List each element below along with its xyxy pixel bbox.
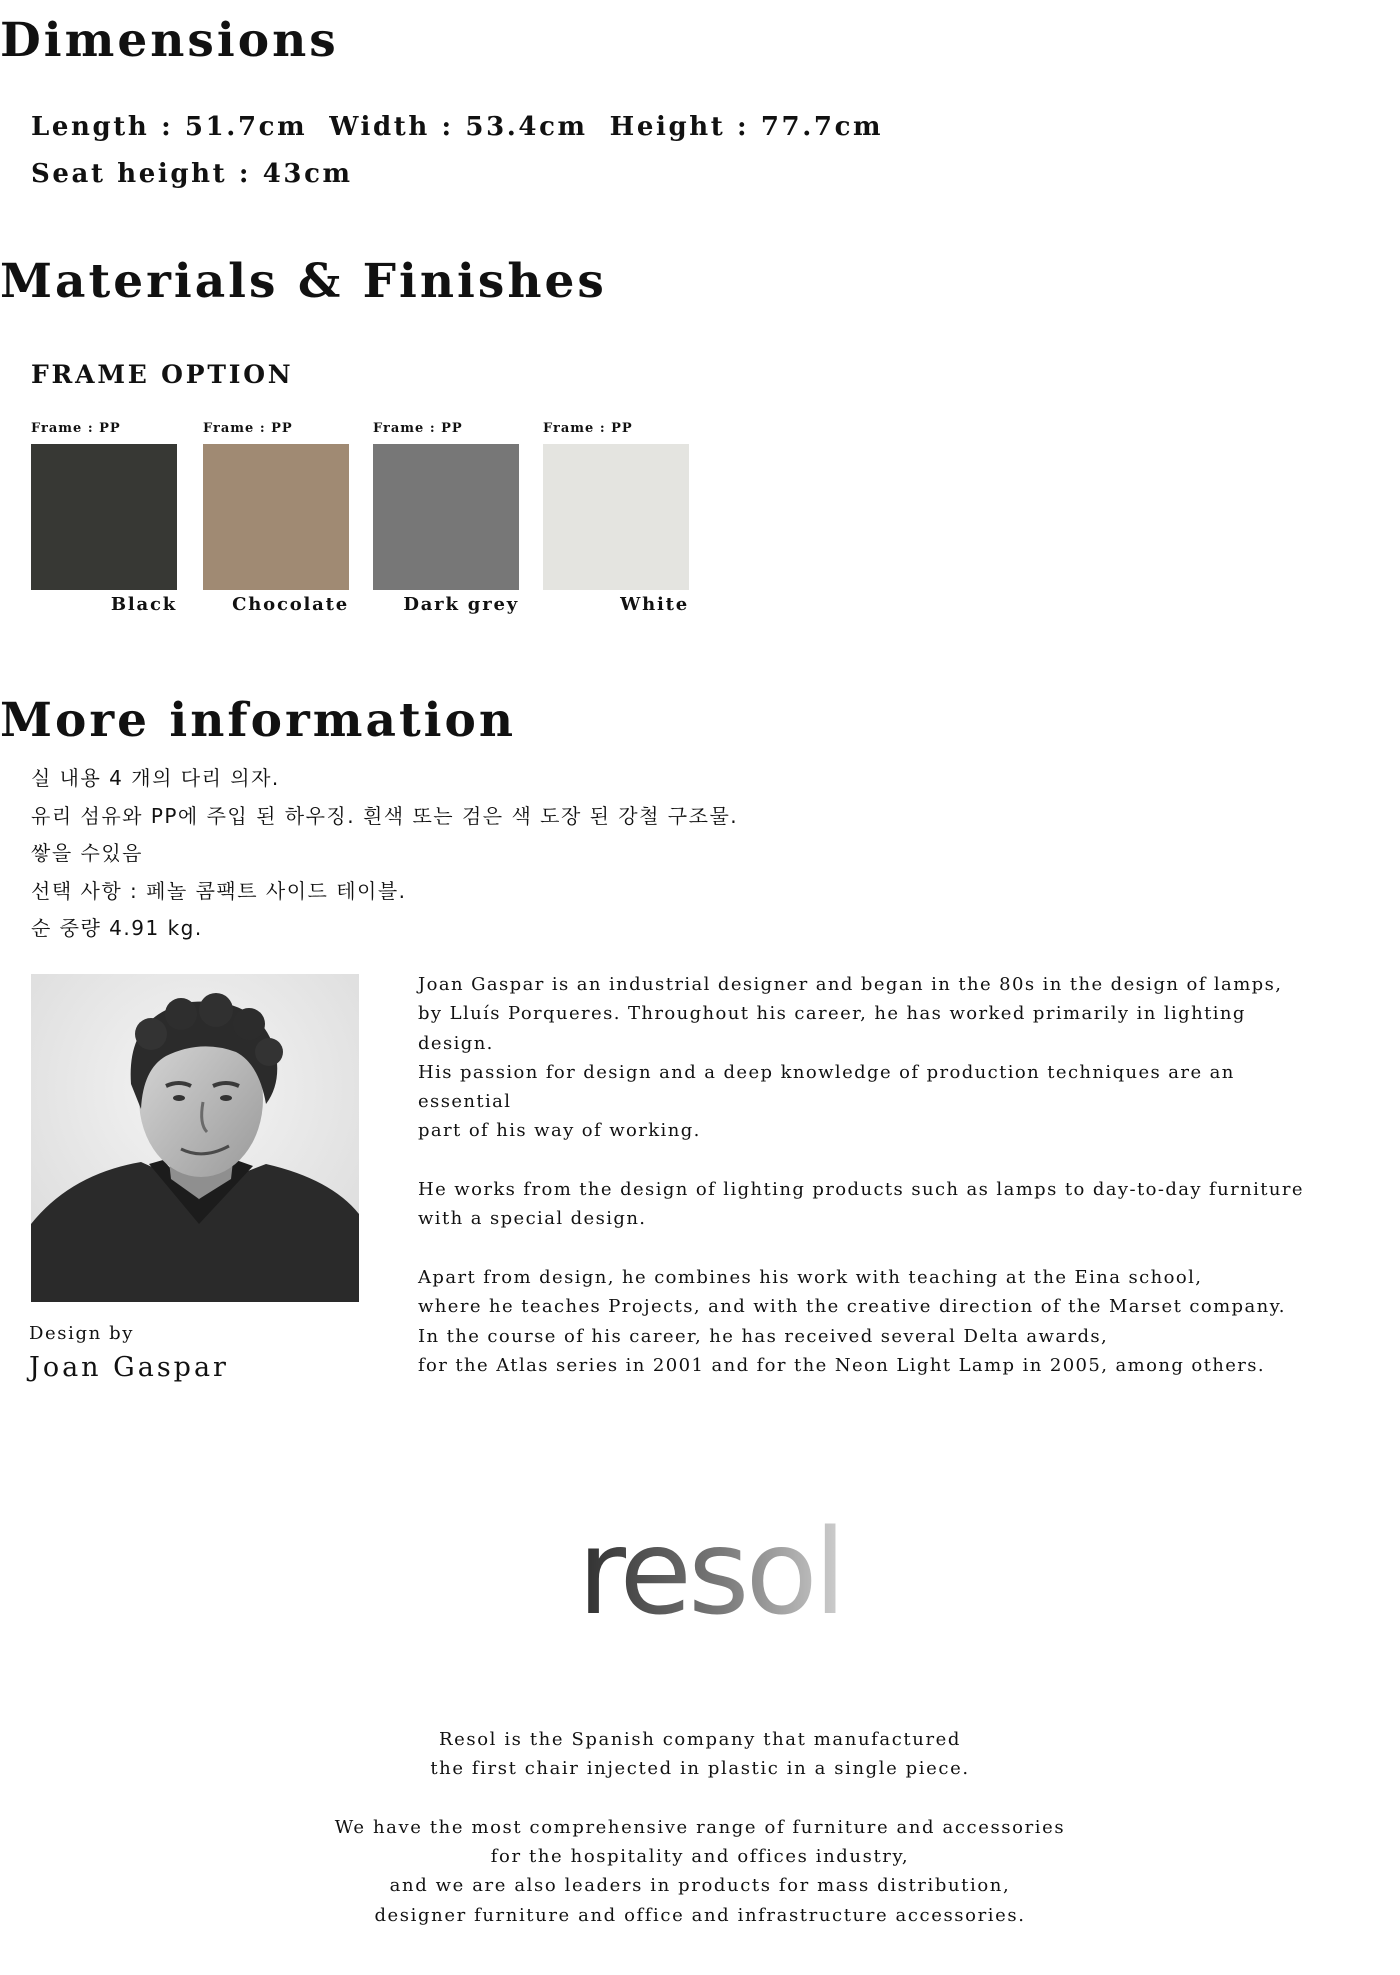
info-line: 순 중량 4.91 kg. [31, 916, 203, 940]
color-chip [543, 444, 689, 590]
bio-paragraph: He works from the design of lighting products such as lamps to day-to-day furniture with a special design. [418, 1179, 1304, 1230]
about-paragraph: Resol is the Spanish company that manufactured the first chair injected in plastic in a single piece. [430, 1729, 970, 1780]
designer-bio [418, 970, 1318, 1409]
dimensions-heading: Dimensions [0, 13, 339, 68]
resol-logo [560, 1505, 860, 1625]
about-paragraph: We have the most comprehensive range of furniture and accessories for the hospitality and offices industry, and we are also leaders in products for mass distribution, designer furniture and office and infrastructure accessories. [334, 1816, 1066, 1926]
height-value: Height : 77.7cm [609, 112, 884, 142]
color-chip [203, 444, 349, 590]
svg-text:resol: resol [577, 1505, 843, 1625]
info-line: 선택 사항 : 페놀 콤팩트 사이드 테이블. [31, 879, 407, 903]
swatch-name: Black [110, 594, 177, 615]
color-chip [373, 444, 519, 590]
swatch-tag: Frame : PP [373, 421, 463, 436]
designer-name: Joan Gaspar [29, 1352, 229, 1383]
design-by-label: Design by [29, 1323, 135, 1344]
bio-paragraph: Apart from design, he combines his work with teaching at the Eina school, where he teaches Projects, and with the creative direction of the Marset company. In the course of his career, he has received several Delta awards, for the Atlas series in 2001 and for the Neon Light Lamp in 2005, among others. [418, 1266, 1286, 1376]
swatch-name: Chocolate [232, 594, 349, 615]
swatch-tag: Frame : PP [543, 421, 633, 436]
more-info-heading: More information [0, 693, 517, 748]
materials-heading: Materials & Finishes [0, 254, 607, 309]
swatch-tag: Frame : PP [203, 421, 293, 436]
bio-paragraph: Joan Gaspar is an industrial designer and began in the 80s in the design of lamps, by Lluís Porqueres. Throughout his career, he has worked primarily in lighting design. His passion for design and a deep knowledge of production techniques are an essential part of his way of working. [418, 974, 1283, 1142]
resol-logo-mark [560, 1505, 860, 1625]
width-value: Width : 53.4cm [329, 112, 588, 142]
swatch-name: Dark grey [403, 594, 519, 615]
frame-option-title: FRAME OPTION [31, 360, 294, 389]
dimensions-line-1 [31, 114, 905, 140]
swatch-tag: Frame : PP [31, 421, 121, 436]
designer-portrait [31, 974, 359, 1302]
color-chip [31, 444, 177, 590]
swatch-name: White [620, 594, 689, 615]
company-about [0, 1725, 1400, 1959]
seat-height-value: Seat height : 43cm [31, 159, 353, 189]
info-line: 쌓을 수있음 [31, 841, 143, 865]
portrait-image [31, 974, 359, 1302]
length-value: Length : 51.7cm [31, 112, 308, 142]
info-line: 유리 섬유와 PP에 주입 된 하우징. 흰색 또는 검은 색 도장 된 강철 구조물. [31, 804, 739, 828]
info-line: 실 내용 4 개의 다리 의자. [31, 766, 280, 790]
